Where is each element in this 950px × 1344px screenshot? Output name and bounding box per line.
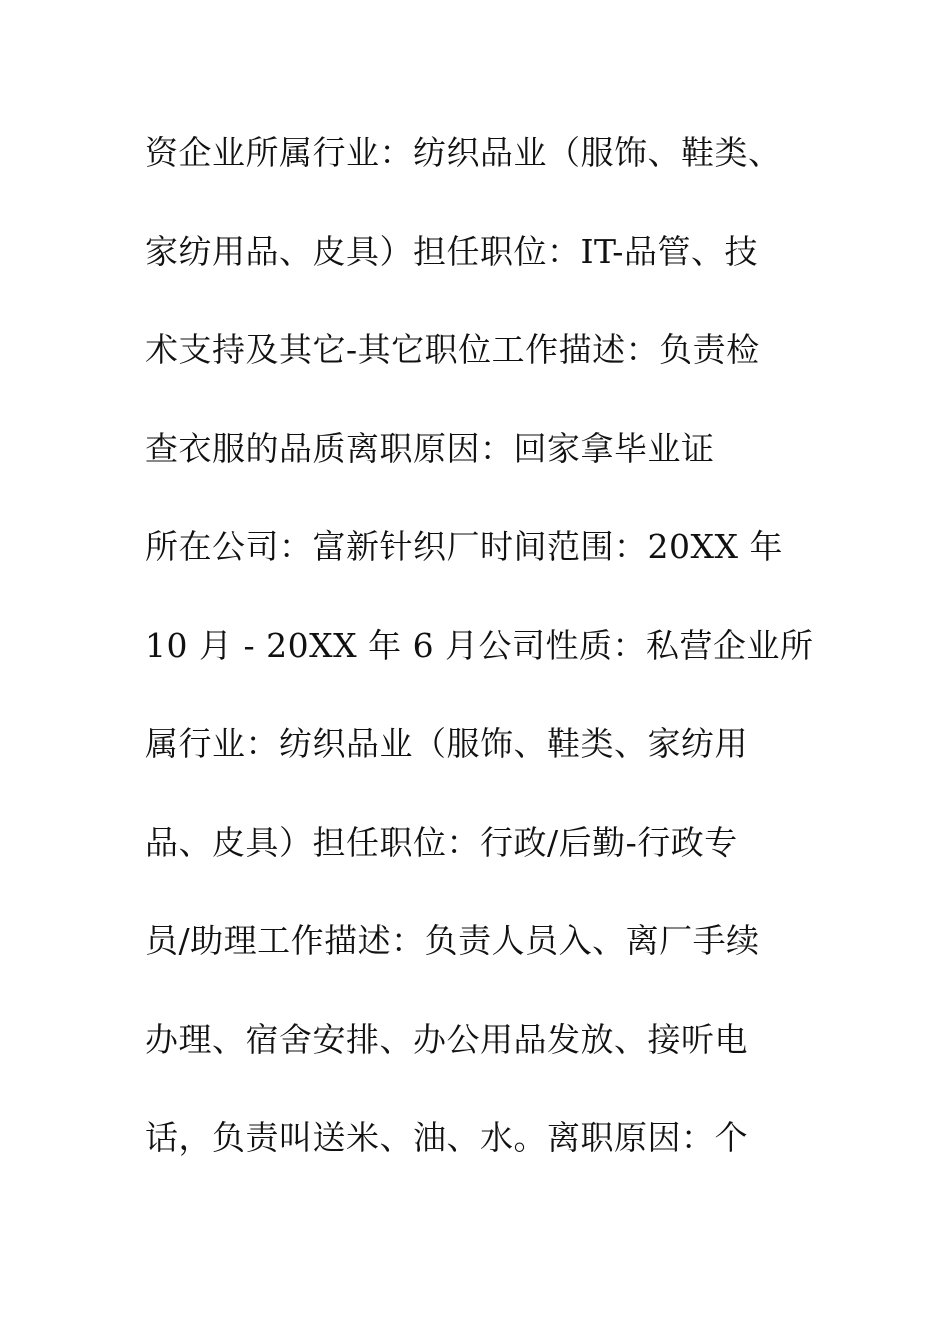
text-line: 所在公司：富新针织厂时间范围：20XX 年 [145,527,783,566]
document-body [145,128,825,1212]
text-line: 品、皮具）担任职位：行政/后勤-行政专 [145,822,738,862]
text-line: 办理、宿舍安排、办公用品发放、接听电 [145,1019,748,1059]
text-line: 查衣服的品质离职原因：回家拿毕业证 [145,428,715,468]
text-line: 话，负责叫送米、油、水。离职原因：个 [145,1118,748,1157]
text-line: 10 月 - 20XX 年 6 月公司性质：私营企业所 [145,625,814,665]
text-line: 家纺用品、皮具）担任职位：IT-品管、技 [145,231,758,271]
text-line: 属行业：纺织品业（服饰、鞋类、家纺用 [145,724,748,763]
text-line: 术支持及其它-其它职位工作描述：负责检 [145,330,760,369]
text-line: 资企业所属行业：纺织品业（服饰、鞋类、 [145,133,782,172]
text-line: 员/助理工作描述：负责人员入、离厂手续 [145,921,760,960]
